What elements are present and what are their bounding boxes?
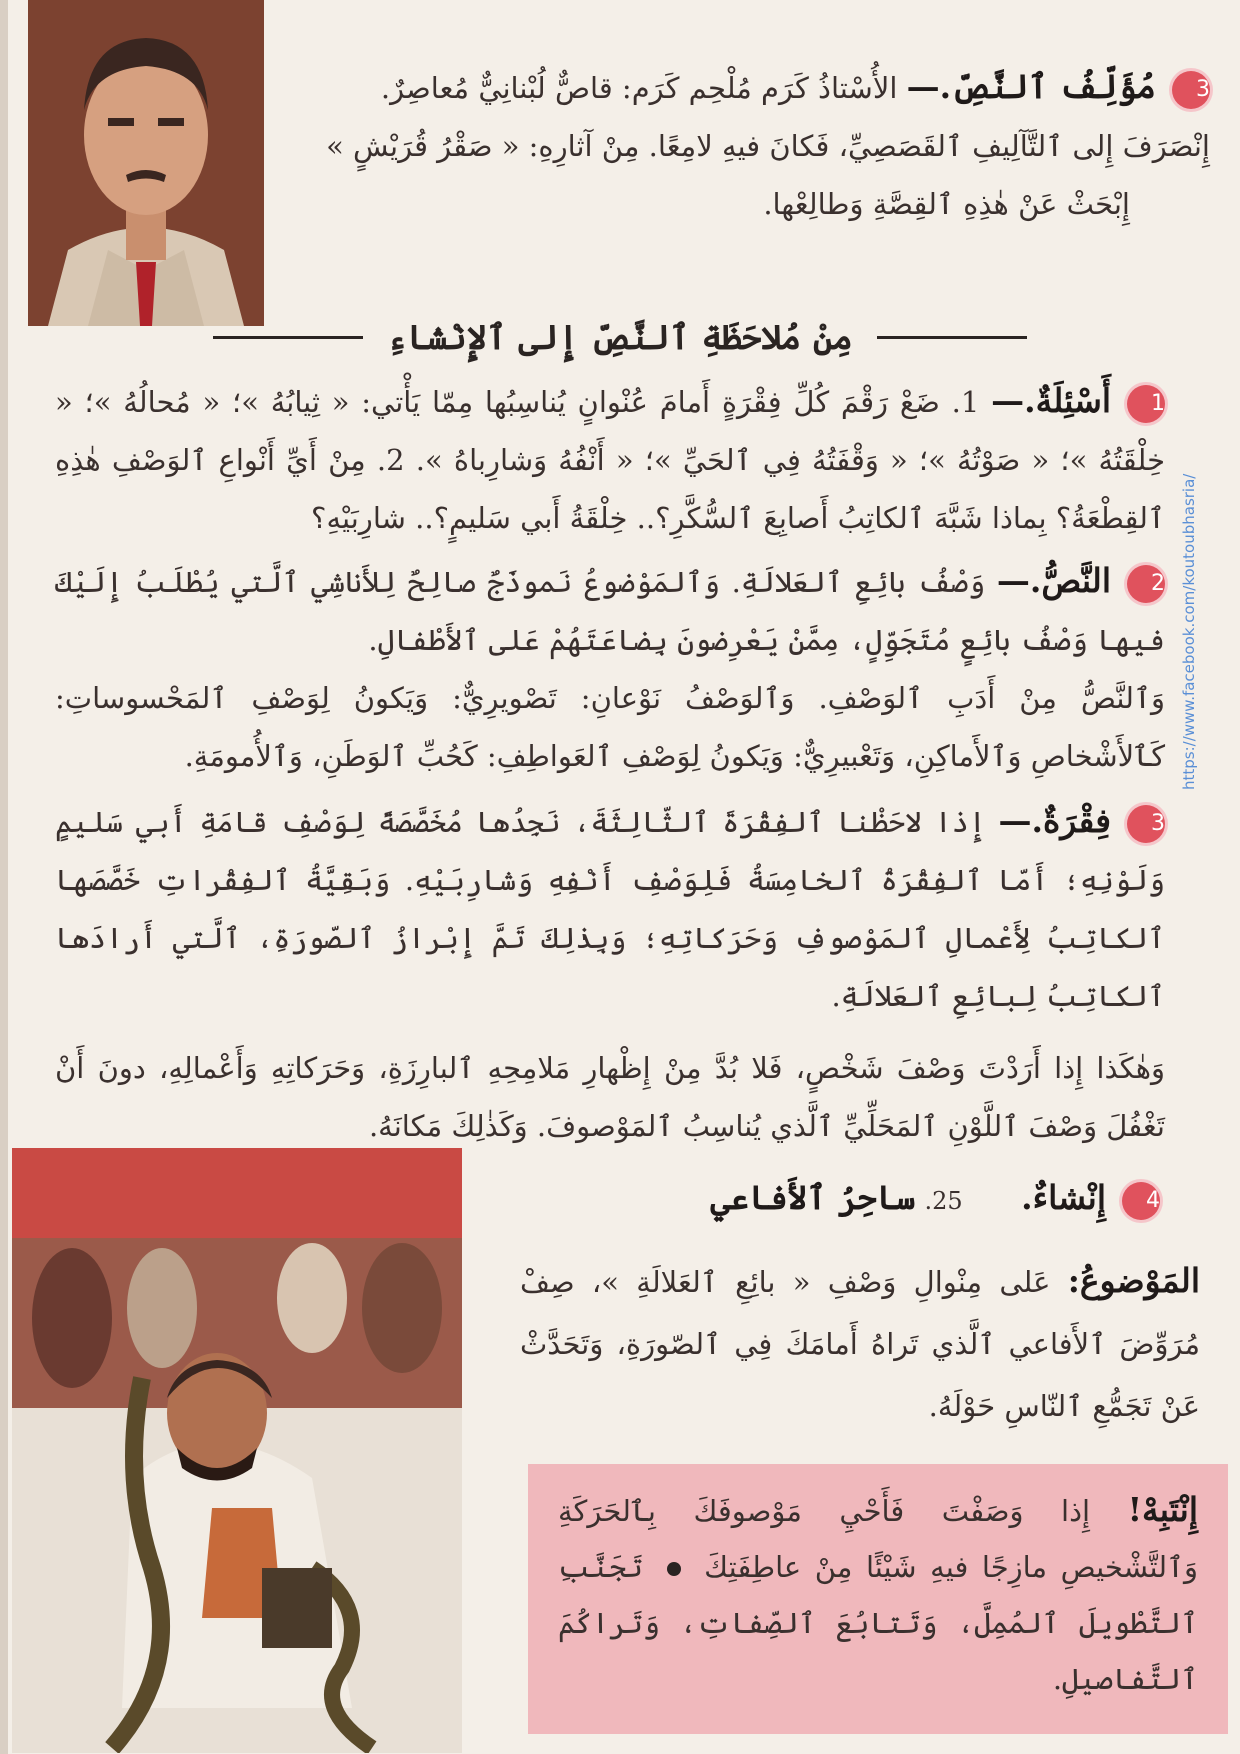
author-heading: مُؤَلِّفُ ٱلنَّصِّ.— bbox=[906, 67, 1156, 106]
facebook-watermark: https://www.facebook.com/koutoubhasria/ bbox=[1180, 473, 1198, 790]
paragraph-body-2: وَهٰكَذا إِذا أَرَدْتَ وَصْفَ شَخْصٍ، فَلا بُدَّ مِنْ إِظْهارِ مَلامِحِهِ ٱلبارِزَةِ، وَحَرَكاتِهِ وَأَعْمالِهِ، دونَ أَنْ تَغْفُلَ وَصْفَ ٱللَّوْنِ ٱلمَحَلِّيِّ ٱلَّذي يُناسِبُ ٱلمَوْصوفَ. وَكَذٰلِكَ مَكانَهُ. bbox=[55, 1051, 1165, 1143]
note-text-1: إِذا وَصَفْتَ فَأَحْيِ مَوْصوفَكَ بِٱلحَرَكَةِ وَٱلتَّشْخيصِ مازِجًا فيهِ شَيْئًا مِنْ عاطِفَتِكَ bbox=[558, 1494, 1199, 1584]
note-text-2: تَجَنَّبِ ٱلتَّطْويلَ ٱلمُمِلَّ، وَتَتابُعَ ٱلصِّفاتِ، وَتَراكُمَ ٱلتَّفاصيلِ. bbox=[558, 1550, 1198, 1696]
questions-heading: أَسْئِلَةٌ.— bbox=[991, 381, 1112, 420]
paragraph-heading: فِقْرَةٌ.— bbox=[998, 801, 1112, 840]
questions-section bbox=[55, 372, 1165, 547]
bullet-icon bbox=[667, 1562, 681, 1576]
author-text-2: إِنْصَرَفَ إِلى ٱلتَّآلِيفِ ٱلقَصَصِيِّ، فَكانَ فيهِ لامِعًا. مِنْ آثارِهِ: « صَقْرُ قُرَيْشٍ » bbox=[326, 129, 1210, 163]
section-number-badge: 2 bbox=[1127, 565, 1165, 603]
attention-note bbox=[528, 1464, 1228, 1734]
paragraph-body: إِذا لاحَظْنا ٱلفِقْرَةَ ٱلثّالِثَةَ، نَجِدُها مُخَصَّصَةً لِوَصْفِ قامَةِ أَبي سَليمٍ وَلَوْنِهِ؛ أَمّا ٱلفِقْرَةُ ٱلخامِسَةُ فَلِوَصْفِ أَنْفِهِ وَشارِبَيْهِ. وَبَقِيَّةُ ٱلفِقْراتِ خَصَّصَها ٱلكاتِبُ لِأَعْمالِ ٱلمَوْصوفِ وَحَرَكاتِهِ؛ وَبِذٰلِكَ تَمَّ إِبْرازُ ٱلصّورَةِ، ٱلَّتي أَرادَها ٱلكاتِبُ لِبائِعِ ٱلعَلالَةِ. bbox=[55, 805, 1165, 1013]
author-portrait bbox=[28, 0, 264, 326]
questions-text: 1. ضَعْ رَقْمَ كُلِّ فِقْرَةٍ أَمامَ عُنْوانٍ يُناسِبُها مِمّا يَأْتي: « ثِيابُهُ »؛ « مُحالُهُ »؛ « خِلْقَتُهُ »؛ « صَوْتُهُ »؛ « وَقْفَتُهُ فِي ٱلحَيِّ »؛ « أَنْفُهُ وَشارِباهُ ». 2. مِنْ أَيِّ أَنْواعِ ٱلوَصْفِ هٰذِهِ ٱلقِطْعَةُ؟ بِماذا شَبَّهَ ٱلكاتِبُ أَصابِعَ ٱلسُّكَّرِ؟.. خِلْقَةُ أَبي سَليمٍ؟.. شارِبَيْهِ؟ bbox=[55, 385, 1166, 535]
title-rule-right bbox=[877, 336, 1027, 339]
page-edge bbox=[0, 0, 8, 1754]
text-heading: النَّصُّ.— bbox=[996, 561, 1112, 600]
snake-charmer-illustration bbox=[12, 1148, 462, 1753]
section-title bbox=[200, 312, 1040, 362]
section-number-badge: 1 bbox=[1127, 385, 1165, 423]
topic-text: عَلى مِنْوالِ وَصْفِ « بائِعِ ٱلعَلالَةِ »، صِفْ مُرَوِّضَ ٱلأَفاعي ٱلَّذي تَراهُ أَمامَكَ فِي ٱلصّورَةِ، وَتَحَدَّثْ عَنْ تَجَمُّعِ ٱلنّاسِ حَوْلَهُ. bbox=[520, 1265, 1200, 1423]
author-section bbox=[280, 58, 1210, 233]
title-rule-left bbox=[213, 336, 363, 339]
section-title-text: مِنْ مُلاحَظَةِ ٱلنَّصِّ إِلى ٱلإِنْشاءِ bbox=[387, 317, 853, 358]
author-text-3: إِبْحَثْ عَنْ هٰذِهِ ٱلقِصَّةِ وَطالِعْها. bbox=[763, 187, 1130, 221]
text-section bbox=[55, 552, 1165, 785]
paragraph-section bbox=[55, 792, 1165, 1155]
author-text-1: الأُسْتاذُ كَرَم مُلْحِم كَرَم: قاصٌّ لُبْنانِيٌّ مُعاصِرٌ. bbox=[380, 71, 898, 105]
composition-heading: إِنْشاءٌ. bbox=[1021, 1178, 1106, 1217]
topic-label: المَوْضوعُ: bbox=[1067, 1261, 1201, 1300]
lesson-number: 25. bbox=[924, 1187, 963, 1215]
note-label: إِنْتَبِهْ! bbox=[1127, 1490, 1199, 1529]
composition-header bbox=[640, 1168, 1160, 1231]
text-section-body-2: وَٱلنَّصُّ مِنْ أَدَبِ ٱلوَصْفِ. وَٱلوَصْفُ نَوْعانِ: تَصْويرِيٌّ: وَيَكونُ لِوَصْفِ ٱلمَحْسوساتِ: كَٱلأَشْخاصِ وَٱلأَماكِنِ، وَتَعْبيرِيٌّ: وَيَكونُ لِوَصْفِ ٱلعَواطِفِ: كَحُبِّ ٱلوَطَنِ، وَٱلأُمومَةِ. bbox=[55, 681, 1165, 773]
composition-topic bbox=[520, 1250, 1200, 1437]
section-number-badge: 3 bbox=[1127, 805, 1165, 843]
section-number-badge: 4 bbox=[1122, 1182, 1160, 1220]
composition-title: ساحِرُ ٱلأَفاعي bbox=[710, 1178, 916, 1217]
section-number-badge: 3 bbox=[1172, 71, 1210, 109]
text-section-body: وَصْفُ بائِعِ ٱلعَلالَةِ. وَٱلمَوْضوعُ نَموذَجٌ صالِحٌ لِلأَناشِي ٱلَّتي يُطْلَبُ إِلَيْكَ فيها وَصْفُ بائِعٍ مُتَجَوِّلٍ، مِمَّنْ يَعْرِضونَ بِضاعَتَهُمْ عَلى ٱلأَطْفالِ. bbox=[55, 565, 1165, 657]
